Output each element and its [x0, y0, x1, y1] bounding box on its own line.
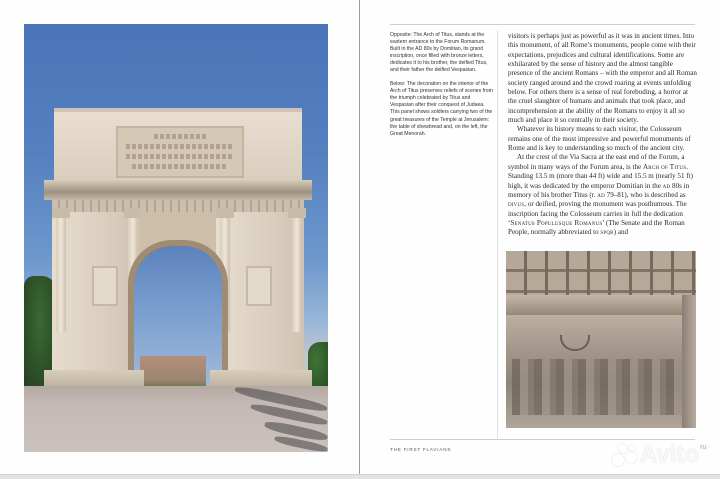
avito-domain-suffix: ru [700, 444, 707, 451]
text-run: , or deified, proving the monument was posthumous. The inscription facing the Colosseum carries in full the dedication ‘ [508, 200, 687, 227]
body-paragraph-3 [508, 153, 698, 237]
body-paragraph-2: Whatever its history means to each visitor, the Colosseum remains one of the most impressive and powerful monuments of Rome and is key to understanding so much of the ancient city. [508, 125, 691, 153]
era-ad: ad [597, 190, 605, 199]
inscription-line [126, 144, 234, 149]
photo-caption [390, 32, 494, 145]
divus-term: divus [508, 200, 525, 209]
menorah-relief-photo [506, 251, 696, 428]
text-run: 80s in memory of his brother Titus (r. [508, 181, 690, 199]
inscription-line [132, 164, 228, 169]
column-divider [497, 30, 498, 438]
text-run: ) and [613, 228, 629, 237]
paved-ground [24, 386, 328, 452]
spqr-term: spqr [600, 228, 614, 237]
text-run: 79–81), who is described as [604, 190, 686, 199]
running-footer: THE FIRST FLAVIANS [390, 447, 452, 452]
arch-column [292, 212, 302, 332]
left-page [0, 0, 359, 474]
body-text [508, 32, 698, 238]
text-run: . Standing 13.5 m (more than 44 ft) wide and 15.5 m (nearly 51 ft) high, it was dedicated by the emperor Domitian in the [508, 162, 693, 190]
inscription-line [126, 154, 234, 159]
caption-opposite: Opposite: The Arch of Titus, stands at the eastern entrance to the Forum Romanum. Built in the AD 80s by Domitian, its grand inscription, once filled with bronze letters, dedicates it to his brother, the deified Titus, and their father the deified Vespasian. [390, 32, 488, 74]
text-run: ’ (The Senate and the Roman People, normally abbreviated to [508, 218, 685, 237]
caption-below: Below: The decoration on the interior of the Arch of Titus preserves reliefs of scenes from the triumph celebrated by Titus and Vespasian after their conquest of Judaea. This panel shows soldiers carrying two of the great treasures of the Temple at Jerusalem: the table of shewbread and, on the left, the Great Menorah. [390, 81, 493, 137]
column-capital [216, 208, 234, 218]
spqr-full-term: Senatus Populusque Romanus [510, 218, 603, 227]
page-bottom-edge [0, 474, 720, 479]
body-paragraph-1: visitors is perhaps just as powerful as it was in ancient times. Into this monument, of all Rome’s monuments, people come with their expectations, prejudices and cultural identifications. Some are exhilarated by the sense of history and the almost tangible presence of the ancient Romans – with the emperor and all Roman society ranged around and the crowd roaring at events unfolding below. For others there is a sense of real foreboding, a horror at the cruel slaughter of humans and animals that took place, and incomprehension at the ability of the Romans to enjoy it all so much and place it so centrally in their society. [508, 32, 697, 125]
relief-ledge [506, 295, 696, 315]
coffered-ceiling [506, 251, 696, 295]
arch-attic [54, 108, 302, 184]
menorah-carving [560, 335, 590, 351]
text-run: At the crest of the Via Sacra at the east end of the Forum, a symbol in many ways of the Forum area, is the [508, 153, 685, 171]
top-rule [390, 24, 695, 25]
arch-of-titus-term: Arch of Titus [642, 162, 687, 171]
avito-logo-icon [612, 444, 638, 466]
arch-frieze [52, 200, 304, 212]
era-ad: ad [662, 181, 671, 190]
arch-column [56, 212, 66, 332]
column-capital [52, 208, 70, 218]
pier-niche [92, 266, 118, 306]
avito-watermark [612, 440, 706, 470]
inscription-panel [116, 126, 244, 178]
pier-niche [246, 266, 272, 306]
relief-pilaster [682, 295, 696, 428]
inscription-line [154, 134, 206, 139]
avito-wordmark: Avito [640, 441, 700, 468]
arch-of-titus-photo [24, 24, 328, 452]
arch-cornice [44, 180, 312, 200]
arch-structure [44, 108, 312, 390]
relief-figures [512, 359, 682, 415]
column-capital [288, 208, 306, 218]
